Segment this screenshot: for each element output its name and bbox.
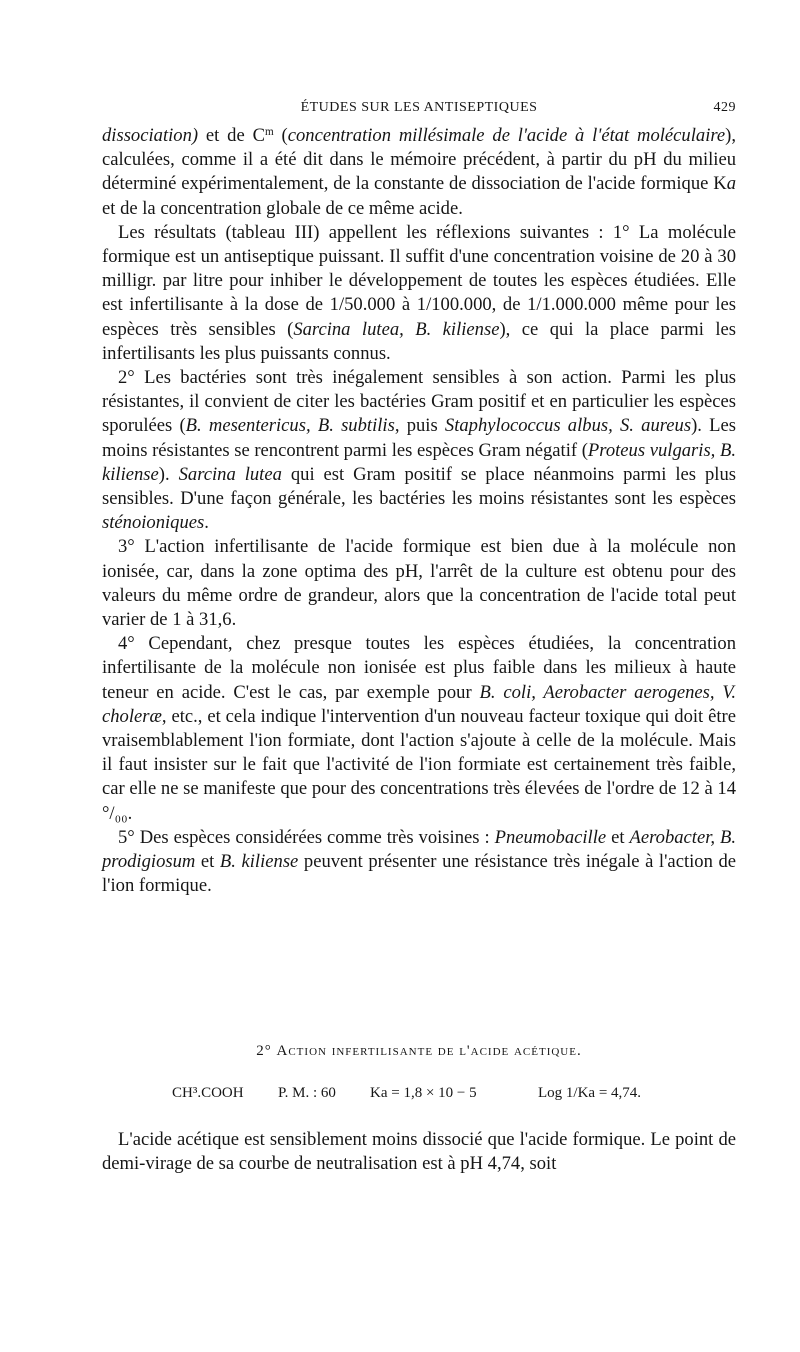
running-head — [102, 100, 736, 124]
paragraph — [102, 826, 736, 899]
text-run: et de la concentration globale de ce même acide. — [102, 197, 463, 219]
italic-text: Sarcina lutea — [178, 463, 282, 485]
italic-text: B. kiliense — [219, 851, 299, 873]
text-run: ). Les moins résistantes se rencontrent parmi les espèces Gram négatif ( — [102, 415, 736, 461]
text-run: 5° Des espèces considérées comme très voisines : — [118, 826, 495, 848]
text-run: , puis — [394, 415, 445, 437]
text-run: . — [204, 512, 209, 534]
text-run: et — [606, 826, 630, 848]
molecular-weight: P. M. : 60 — [278, 1085, 336, 1101]
dissociation-constant: Ka = 1,8 × 10 − 5 — [370, 1085, 477, 1101]
italic-text: Sarcina lutea, B. kiliense — [293, 318, 500, 340]
text-run: ), calculées, comme il a été dit dans le mémoire précédent, à partir du pH du milieu déterminé expérimentalement, de la constante de dissociation de l'acide formique K — [102, 125, 737, 195]
italic-text: Staphylococcus albus, S. aureus — [444, 415, 692, 437]
section-title: Action infertilisante de l'acide acétique. — [276, 1043, 582, 1059]
text-run: , etc., et cela indique l'intervention d'un nouveau facteur toxique qui doit être vraisemblablement l'ion formiate, dont l'action s'ajoute à celle de la molécule. Mais il faut insister sur le fait que l'activité de l'ion formiate est certainement très faible, car elle ne se manifeste que pour des concentrations très élevées de l'ordre de 12 à 14 °/₀₀. — [102, 705, 736, 824]
text-run: Les résultats (tableau III) appellent les réflexions suivantes : 1° La molécule formique est un antiseptique puissant. Il suffit d'une concentration voisine de 20 à 30 milligr. par litre pour inhiber le développement de toutes les espèces étudiées. Elle est infertilisante à la dose de 1/50.000 à 1/100.000, de 1/1.000.000 même pour les espèces très sensibles ( — [102, 221, 736, 340]
italic-text: Aerobacter, B. prodigiosum — [102, 826, 736, 873]
italic-text: Proteus vulgaris, B. kiliense — [102, 439, 736, 485]
paragraph — [102, 221, 736, 366]
text-run: 3° L'action infertilisante de l'acide formique est bien due à la molécule non ionisée, car, dans la zone optima des pH, l'arrêt de la culture est obtenu pour des valeurs du même ordre de grandeur, alors que la concentration de l'acide total peut varier de 1 à 31,6. — [102, 536, 736, 631]
text-run: peuvent présenter une résistance très inégale à l'action de l'ion formique. — [102, 851, 737, 897]
running-title: ÉTUDES SUR LES ANTISEPTIQUES — [300, 100, 538, 115]
text-run: et — [195, 851, 220, 873]
italic-text: B. coli, Aerobacter aerogenes, V. choleræ — [102, 681, 737, 727]
text-run: qui est Gram positif se place néanmoins parmi les plus sensibles. D'une façon générale, les bactéries les moins résistantes sont les espèces — [102, 463, 736, 510]
italic-text: Pneumobacille — [494, 826, 607, 848]
text-run: ), ce qui la place parmi les infertilisants les plus puissants connus. — [102, 318, 736, 364]
paragraph — [102, 535, 736, 632]
paragraph — [102, 366, 736, 535]
page-number: 429 — [713, 100, 736, 115]
chemical-formula: CH³.COOH — [172, 1085, 244, 1101]
italic-text: concentration millésimale de l'acide à l'état moléculaire — [287, 125, 726, 146]
paragraph — [102, 632, 736, 826]
italic-text: dissociation) — [102, 125, 199, 146]
section-number: 2° — [256, 1043, 272, 1059]
text-run: 4° Cependant, chez presque toutes les espèces étudiées, la concentration infertilisante de la molécule non ionisée est plus faible dans les milieux à haute teneur en acide. C'est le cas, par exemple pour — [102, 633, 736, 703]
text-run: ). — [158, 463, 179, 485]
text-run: 2° Les bactéries sont très inégalement sensibles à son action. Parmi les plus résistantes, il convient de citer les bactéries Gram positif et en particulier les espèces sporulées ( — [102, 367, 736, 437]
superscript: m — [264, 126, 274, 138]
paragraph — [102, 124, 736, 221]
italic-text: sténoioniques — [102, 512, 205, 534]
italic-text: B. mesentericus, B. subtilis — [185, 415, 395, 437]
final-paragraph-block — [102, 1128, 736, 1176]
log-constant: Log 1/Ka = 4,74. — [538, 1085, 642, 1101]
paragraph: L'acide acétique est sensiblement moins dissocié que l'acide formique. Le point de demi-virage de sa courbe de neutralisation est à pH 4,74, soit — [102, 1129, 736, 1175]
text-run: ( — [273, 125, 288, 146]
italic-text: a — [726, 173, 736, 195]
body-text — [102, 124, 736, 899]
section-heading — [102, 1043, 736, 1060]
formula-line — [172, 1085, 732, 1107]
text-run: et de C — [198, 125, 265, 146]
